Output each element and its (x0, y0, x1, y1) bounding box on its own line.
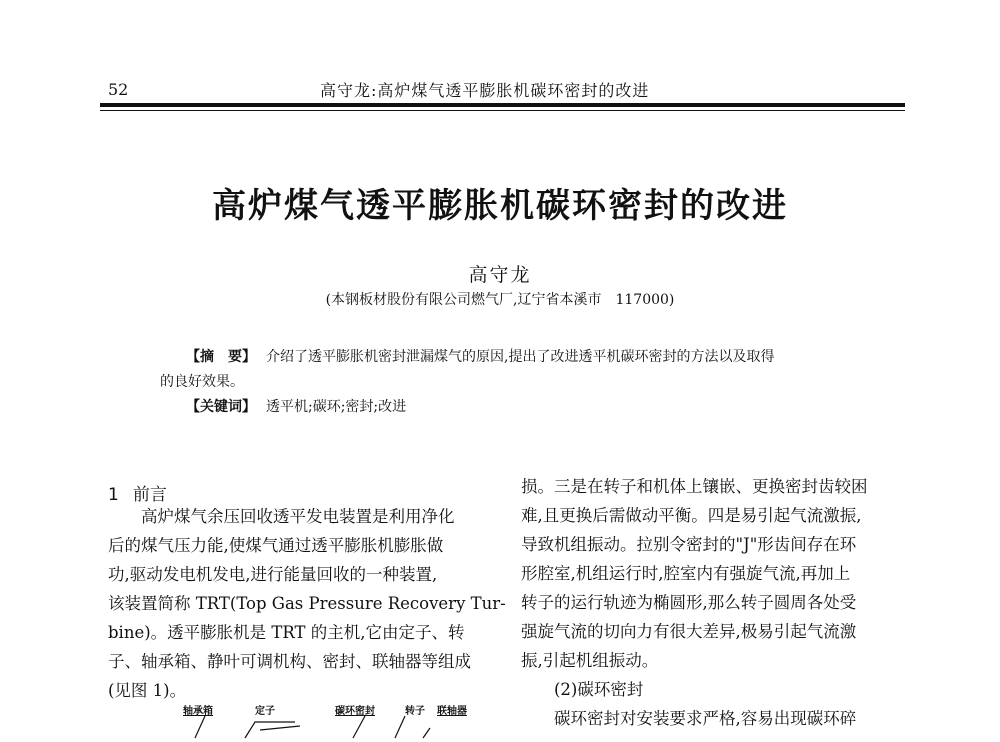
author-name: 高守龙 (468, 264, 532, 286)
paragraph-line: (见图 1)。 (108, 681, 187, 700)
figure-1 (175, 702, 495, 742)
abstract-text-line2: 的良好效果。 (160, 374, 244, 390)
paragraph-line: 难,且更换后需做动平衡。四是易引起气流激振, (521, 506, 862, 525)
subsection-heading: (2)碳环密封 (554, 680, 644, 699)
keywords-label: 【关键词】 (186, 399, 256, 415)
running-header: 高守龙:高炉煤气透平膨胀机碳环密封的改进 (320, 81, 650, 100)
left-column (108, 502, 506, 705)
header-rule-thick (100, 103, 905, 107)
paper-title: 高炉煤气透平膨胀机碳环密封的改进 (212, 186, 788, 226)
section-title: 前言 (132, 485, 167, 505)
figure-label-coupling: 联轴器 (437, 706, 467, 717)
paragraph-line: 振,引起机组振动。 (521, 651, 659, 670)
figure-label-bearing-box: 轴承箱 (183, 706, 213, 717)
abstract-label: 【摘 要】 (186, 349, 256, 365)
paragraph-line: 高炉煤气余压回收透平发电装置是利用净化 (141, 507, 455, 526)
right-column (521, 472, 905, 733)
abstract-block (186, 346, 774, 366)
paragraph-line: 转子的运行轨迹为椭圆形,那么转子圆周各处受 (521, 593, 857, 612)
keywords-block (186, 396, 406, 416)
keywords-text: 透平机;碳环;密封;改进 (266, 399, 407, 415)
figure-label-stator: 定子 (255, 706, 275, 717)
paragraph-line: 碳环密封对安装要求严格,容易出现碳环碎 (554, 709, 857, 728)
paragraph-line: 功,驱动发电机发电,进行能量回收的一种装置, (108, 565, 438, 584)
paragraph-line: 导致机组振动。拉别令密封的"J"形齿间存在环 (521, 535, 857, 554)
figure-label-carbon-seal: 碳环密封 (335, 706, 375, 717)
paragraph-line: 强旋气流的切向力有很大差异,极易引起气流激 (521, 622, 857, 641)
paragraph-line: 形腔室,机组运行时,腔室内有强旋气流,再加上 (521, 564, 851, 583)
author-affiliation: (本钢板材股份有限公司燃气厂,辽宁省本溪市 117000) (325, 292, 675, 308)
page-number: 52 (108, 80, 129, 99)
section-number: 1 (108, 485, 119, 505)
paragraph-line: 该装置简称 TRT(Top Gas Pressure Recovery Tur- (108, 594, 506, 613)
paragraph-line: 损。三是在转子和机体上镶嵌、更换密封齿较困 (521, 477, 868, 496)
figure-drawing (175, 702, 495, 742)
paragraph-line: 后的煤气压力能,使煤气通过透平膨胀机膨胀做 (108, 536, 444, 555)
abstract-text-line1: 介绍了透平膨胀机密封泄漏煤气的原因,提出了改进透平机碳环密封的方法以及取得 (266, 349, 775, 365)
paragraph-line: 子、轴承箱、静叶可调机构、密封、联轴器等组成 (108, 652, 471, 671)
figure-label-rotor: 转子 (405, 706, 425, 717)
paragraph-line: bine)。透平膨胀机是 TRT 的主机,它由定子、转 (108, 623, 465, 642)
header-rule-thin (100, 110, 905, 111)
